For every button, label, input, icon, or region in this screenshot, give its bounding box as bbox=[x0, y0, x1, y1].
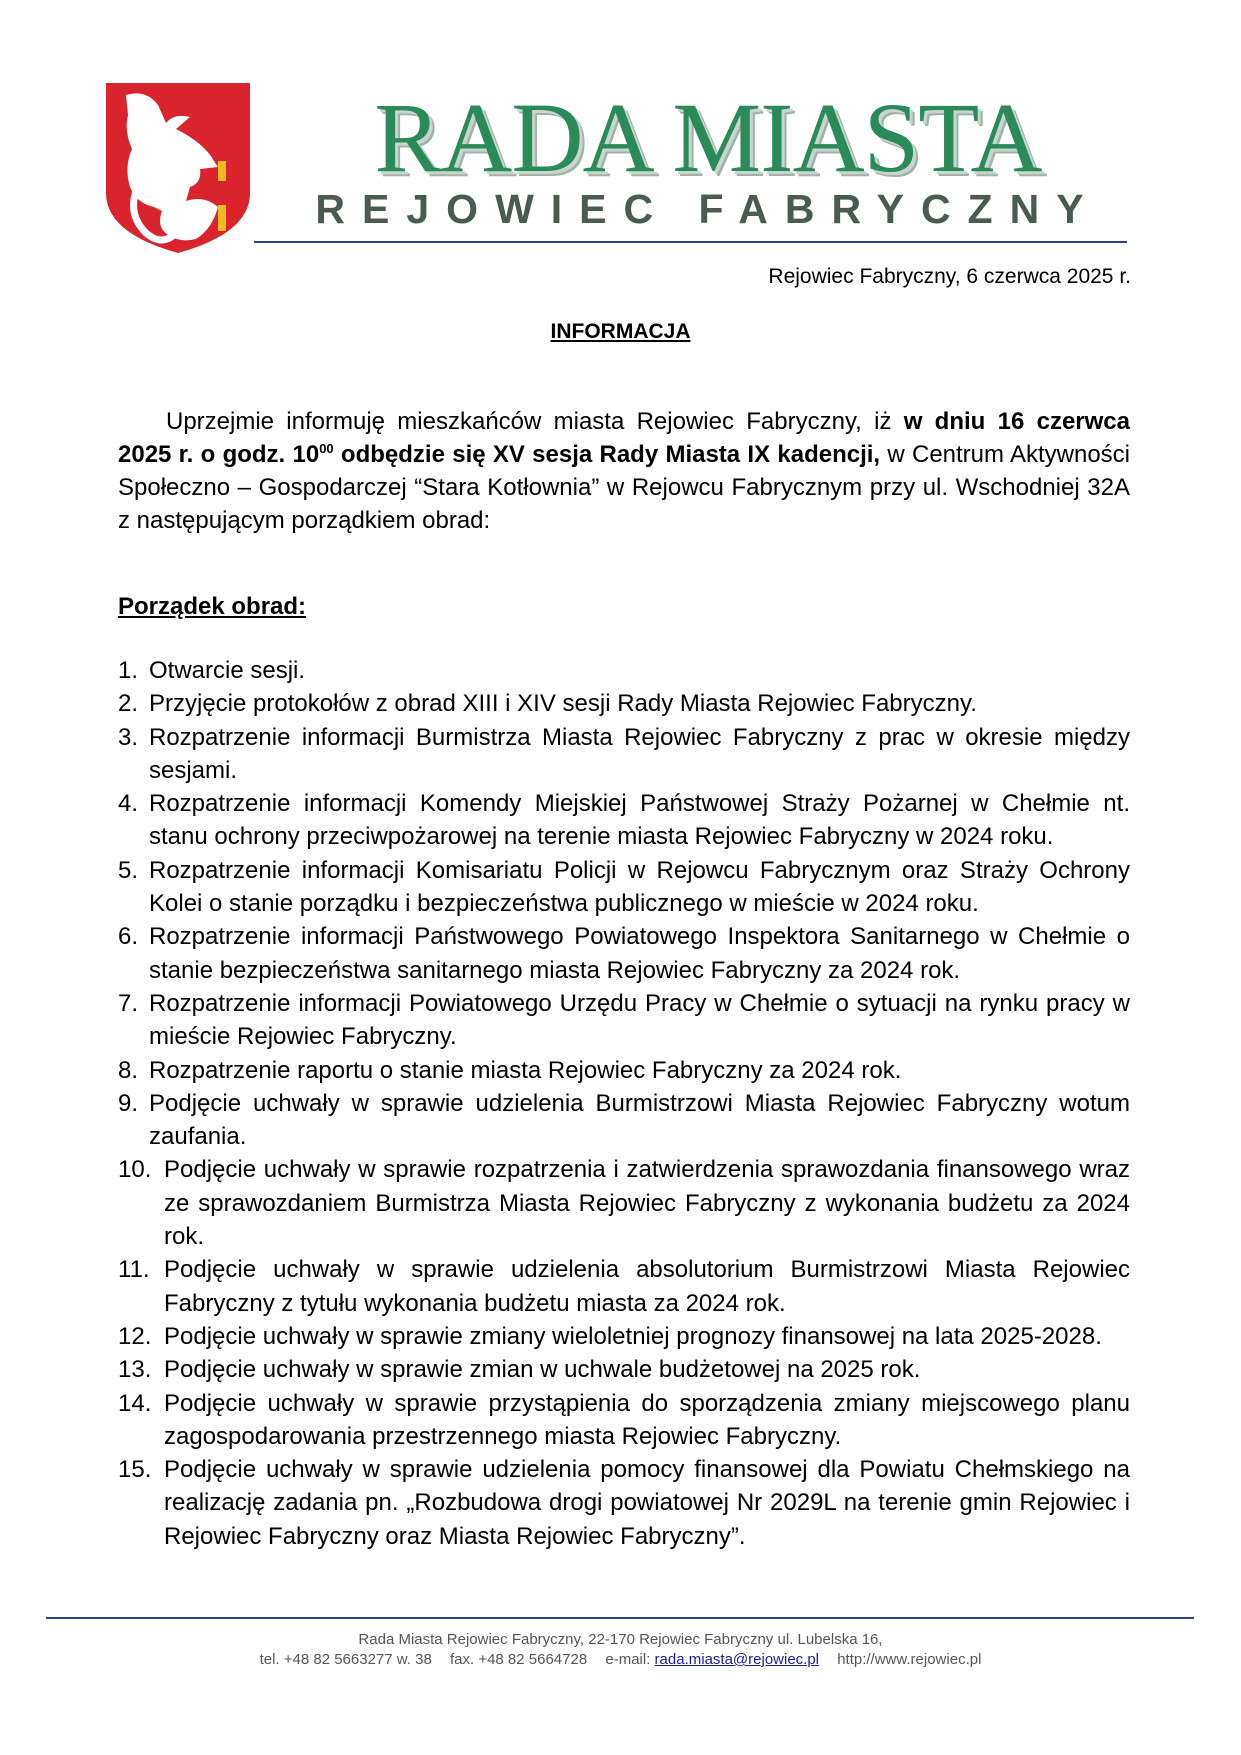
crest-icon bbox=[106, 83, 250, 253]
agenda-item-number: 15. bbox=[118, 1456, 159, 1484]
agenda-item-text: Podjęcie uchwały w sprawie rozpatrzenia i zatwierdzenia sprawozdania finansowego wraz ze sprawozdaniem Burmistrza Miasta Rejowiec Fabryczny z wykonania budżetu za 2024 rok. bbox=[164, 1156, 1130, 1251]
agenda-item-text: Rozpatrzenie informacji Burmistrza Miasta Rejowiec Fabryczny z prac w okresie między sesjami. bbox=[149, 723, 1130, 784]
agenda-item-text: Otwarcie sesji. bbox=[149, 657, 306, 684]
agenda-item bbox=[118, 854, 1130, 921]
council-subtitle: REJOWIEC FABRYCZNY bbox=[315, 186, 1101, 232]
intro-time-minutes: 00 bbox=[319, 441, 334, 456]
agenda-item bbox=[118, 787, 1130, 854]
agenda-item-text: Rozpatrzenie informacji Powiatowego Urzędu Pracy w Chełmie o sytuacji na rynku pracy w mieście Rejowiec Fabryczny. bbox=[149, 989, 1130, 1051]
agenda-item-number: 1. bbox=[118, 657, 145, 684]
agenda-item-number: 8. bbox=[118, 1056, 145, 1084]
agenda-item bbox=[118, 1453, 1130, 1553]
agenda-item-text: Podjęcie uchwały w sprawie zmian w uchwale budżetowej na 2025 rok. bbox=[164, 1356, 921, 1384]
agenda-item-number: 7. bbox=[118, 989, 145, 1017]
council-title: RADA MIASTA bbox=[374, 82, 1042, 193]
intro-session-date: w dniu 16 czerwca 2025 r. o godz. 10 bbox=[118, 408, 1130, 468]
agenda-item-number: 14. bbox=[118, 1389, 159, 1417]
agenda-item-text: Podjęcie uchwały w sprawie przystąpienia do sporządzenia zmiany miejscowego planu zagospodarowania przestrzennego miasta Rejowiec Fabryczny. bbox=[164, 1389, 1130, 1450]
agenda-item-text: Rozpatrzenie informacji Komendy Miejskiej Państwowej Straży Pożarnej w Chełmie nt. stanu ochrony przeciwpożarowej na terenie miasta Rejowiec Fabryczny w 2024 roku. bbox=[149, 790, 1130, 851]
agenda-item-number: 11. bbox=[118, 1256, 157, 1284]
agenda-item-number: 5. bbox=[118, 856, 145, 884]
agenda-item-number: 9. bbox=[118, 1089, 145, 1117]
agenda-item-number: 3. bbox=[118, 723, 145, 751]
agenda-title: Porządek obrad: bbox=[118, 593, 307, 620]
agenda-item bbox=[118, 721, 1130, 788]
agenda-item bbox=[118, 1387, 1130, 1454]
footer-email-label: e-mail: bbox=[605, 1651, 651, 1668]
intro-text-end: w Centrum Aktywności Społeczno – Gospodarczej “Stara Kotłownia” w Rejowcu Fabrycznym przy ul. Wschodniej 32A z następującym porządkiem obrad: bbox=[118, 441, 1130, 534]
intro-text-start: Uprzejmie informuję mieszkańców miasta Rejowiec Fabryczny, iż bbox=[166, 408, 904, 435]
agenda-item-number: 6. bbox=[118, 923, 145, 951]
agenda-item-text: Podjęcie uchwały w sprawie udzielenia Burmistrzowi Miasta Rejowiec Fabryczny wotum zaufania. bbox=[149, 1089, 1130, 1151]
footer-fax: fax. +48 82 5664728 bbox=[449, 1651, 588, 1668]
agenda-item-text: Rozpatrzenie informacji Państwowego Powiatowego Inspektora Sanitarnego w Chełmie o stanie bezpieczeństwa sanitarnego miasta Rejowiec Fabryczny za 2024 rok. bbox=[149, 923, 1130, 984]
agenda-item bbox=[118, 1353, 1130, 1386]
header-divider bbox=[254, 241, 1127, 243]
intro-session-name: odbędzie się XV sesja Rady Miasta IX kadencji, bbox=[333, 441, 881, 468]
footer-contact bbox=[0, 1651, 1241, 1668]
agenda-item-number: 13. bbox=[118, 1356, 159, 1384]
document-date: Rejowiec Fabryczny, 6 czerwca 2025 r. bbox=[768, 265, 1131, 288]
footer-divider bbox=[46, 1617, 1194, 1619]
agenda-item bbox=[118, 920, 1130, 987]
document-heading: INFORMACJA bbox=[550, 320, 691, 343]
agenda-item-number: 4. bbox=[118, 790, 145, 818]
agenda-item bbox=[118, 1054, 1130, 1087]
agenda-item-number: 10. bbox=[118, 1156, 159, 1184]
agenda-item bbox=[118, 1253, 1130, 1320]
footer-address: Rada Miasta Rejowiec Fabryczny, 22-170 Rejowiec Fabryczny ul. Lubelska 16, bbox=[358, 1631, 883, 1648]
agenda-item bbox=[118, 1087, 1130, 1154]
agenda-item bbox=[118, 1320, 1130, 1353]
footer-email-link[interactable]: rada.miasta@rejowiec.pl bbox=[654, 1651, 820, 1668]
agenda-item-number: 12. bbox=[118, 1322, 159, 1350]
agenda-item-text: Podjęcie uchwały w sprawie zmiany wieloletniej prognozy finansowej na lata 2025-2028. bbox=[164, 1322, 1102, 1350]
agenda-item-text: Rozpatrzenie raportu o stanie miasta Rejowiec Fabryczny za 2024 rok. bbox=[149, 1056, 902, 1084]
agenda-item bbox=[118, 687, 1130, 720]
footer-phone: tel. +48 82 5663277 w. 38 bbox=[259, 1651, 432, 1668]
agenda-item-text: Rozpatrzenie informacji Komisariatu Policji w Rejowcu Fabrycznym oraz Straży Ochrony Kolei o stanie porządku i bezpieczeństwa publicznego w mieście w 2024 roku. bbox=[149, 856, 1130, 918]
agenda-item bbox=[118, 654, 1130, 687]
intro-paragraph bbox=[118, 405, 1130, 537]
agenda-item-text: Podjęcie uchwały w sprawie udzielenia pomocy finansowej dla Powiatu Chełmskiego na realizację zadania pn. „Rozbudowa drogi powiatowej Nr 2029L na terenie gmin Rejowiec i Rejowiec Fabryczny oraz Miasta Rejowiec Fabryczny”. bbox=[164, 1456, 1130, 1550]
agenda-item-text: Podjęcie uchwały w sprawie udzielenia absolutorium Burmistrzowi Miasta Rejowiec Fabryczny z tytułu wykonania budżetu miasta za 2024 rok. bbox=[164, 1256, 1130, 1317]
footer-website-link[interactable]: http://www.rejowiec.pl bbox=[837, 1651, 982, 1668]
agenda-item-text: Przyjęcie protokołów z obrad XIII i XIV sesji Rady Miasta Rejowiec Fabryczny. bbox=[149, 690, 977, 718]
agenda-item bbox=[118, 1153, 1130, 1253]
agenda-item-number: 2. bbox=[118, 690, 145, 718]
agenda-item bbox=[118, 987, 1130, 1054]
agenda-list bbox=[118, 654, 1130, 1553]
